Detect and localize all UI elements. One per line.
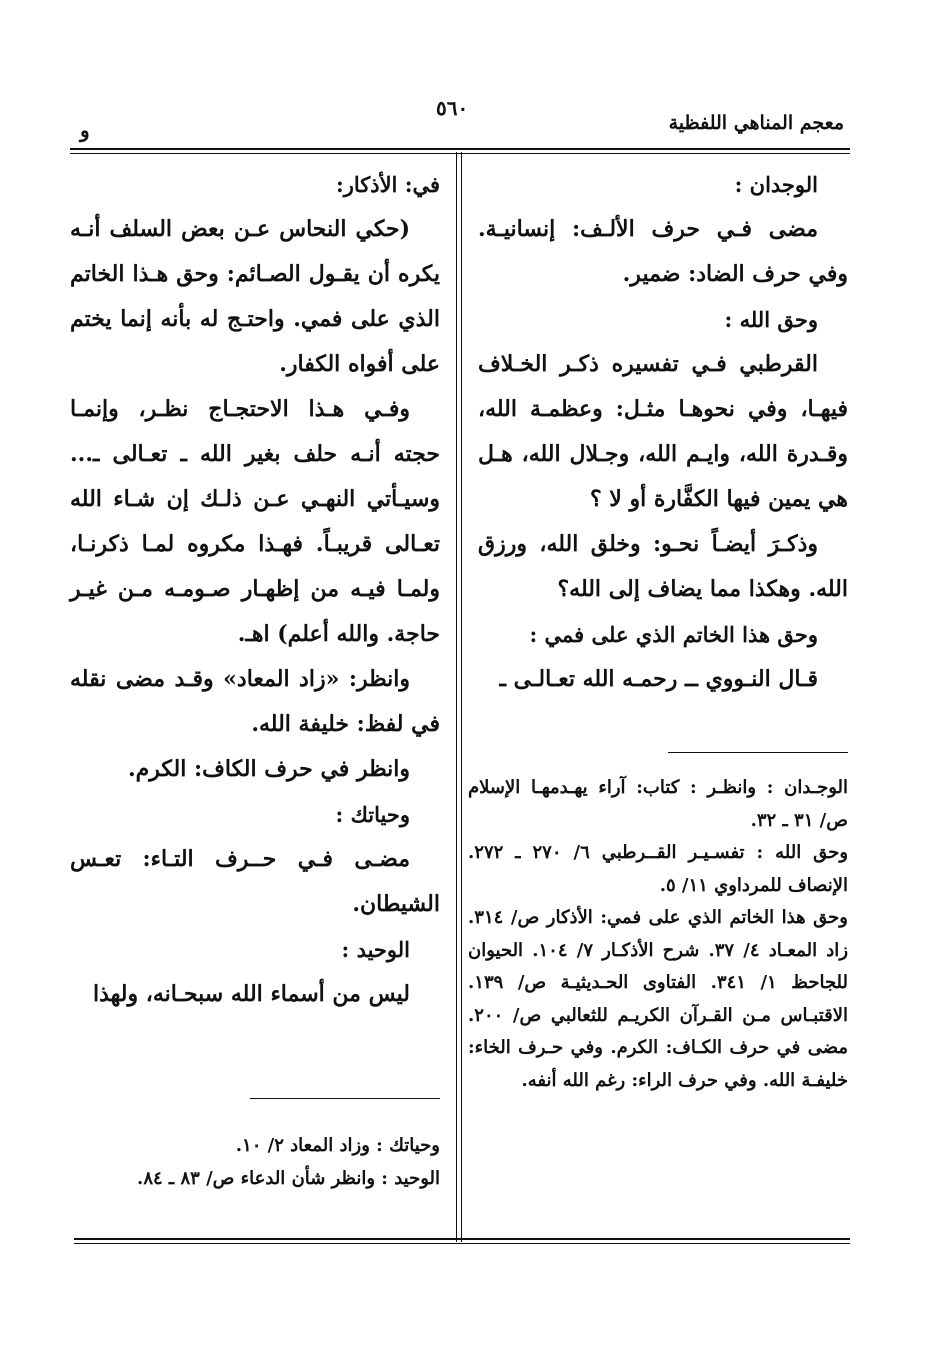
footnote: الوجـدان : وانظـر : كتاب: آراء يهـدمهـا الإسلام ص/ ٣١ ـ ٣٢. <box>468 777 848 831</box>
quotation: (حكي النحاس عـن بعض السلف أنـه يكره أن يقـول الصـائم: وحق هـذا الخاتم الذي على فمي. واحتـج له بأنه إنما يختم على أفواه الكفار. <box>70 216 440 377</box>
header-rule <box>70 148 850 150</box>
footnote-separator <box>250 1098 440 1099</box>
column-divider-thin <box>461 152 462 1242</box>
entry-text: وفـي هـذا الاحتجـاج نظـر، وإنمـا حجته أنـه حلف بغير الله ـ تعـالى ـ... وسيـأتي النهـي عـن ذلـك إن شـاء الله تعـالى قريبـاً. فهـذا مكروه لمـا ذكرنـا، ولمـا فيـه من إظهـار صـومـه مـن غيـر حاجة. والله أعلم) اهـ. <box>70 396 440 647</box>
entry-text: مضى فـي حرف الألـف: إنسانيـة. وفي حرف الضاد: ضمير. <box>478 216 848 287</box>
entry-text: قـال النـووي ــ رحمـه الله تعـالـى ـ <box>499 666 818 692</box>
header-rule-thin <box>70 153 850 154</box>
entry-heading: وحق الله : <box>724 307 818 332</box>
entry-text: وانظر في حرف الكاف: الكرم. <box>127 756 410 782</box>
left-footnotes <box>70 1130 440 1195</box>
running-title: معجم المناهي اللفظية <box>668 112 844 134</box>
entry-text: وانظر: «زاد المعاد» وقـد مضى نقله في لفظ: خليفة الله. <box>70 666 440 737</box>
entry-heading: الوجدان : <box>734 172 818 197</box>
entry-heading: الوحيد : <box>341 937 410 962</box>
footnote: وحياتك : وزاد المعاد ٢/ ١٠. <box>235 1135 440 1156</box>
page-number: ٥٦٠ <box>436 96 469 120</box>
section-letter: و <box>80 118 90 142</box>
entry-text: ليس من أسماء الله سبحـانه، ولهذا <box>93 981 410 1007</box>
footer-rule-thin <box>74 1243 850 1244</box>
footnote: وحق هذا الخاتم الذي على فمي: الأذكار ص/ ٣١٤. زاد المعـاد ٤/ ٣٧. شرح الأذكـار ٧/ ١٠٤. الحيوان للجاحظ ١/ ٣٤١. الفتاوى الحـديثيـة ص/ ١٣٩. الاقتبـاس مـن القـرآن الكريـم للثعالبي ص/ ٢٠٠. مضى في حرف الكـاف: الكرم. وفي حـرف الخاء: خليفـة الله. وفي حرف الراء: رغم الله أنفه. <box>468 907 849 1091</box>
entry-heading: وحياتك : <box>335 802 410 827</box>
right-footnotes <box>468 772 848 1097</box>
entry-text: القرطبي فـي تفسيره ذكـر الخـلاف فيهـا، وفي نحوهـا مثـل: وعظمـة الله، وقـدرة الله، وايـم الله، وجـلال الله، هـل هي يمين فيها الكفَّارة أو لا ؟ <box>478 351 848 512</box>
entry-text: مضـى فـي حــرف التـاء: تعـس الشيطان. <box>70 846 440 917</box>
entry-heading: وحق هذا الخاتم الذي على فمي : <box>529 622 818 647</box>
entry-text: في: الأذكار: <box>335 172 440 197</box>
footnote: وحق الله : تفسـيـر القــرطبي ٦/ ٢٧٠ ـ ٢٧٢. الإنصاف للمرداوي ١١/ ٥. <box>468 842 849 896</box>
footnote: الوحيد : وانظر شأن الدعاء ص/ ٨٣ ـ ٨٤. <box>137 1167 440 1189</box>
entry-text: وذكـرَ أيضـاً نحـو: وخلق الله، ورزق الله. وهكذا مما يضاف إلى الله؟ <box>478 531 848 602</box>
left-column <box>70 162 440 1017</box>
column-divider <box>456 152 457 1242</box>
right-column <box>478 162 848 702</box>
footer-rule <box>74 1238 850 1240</box>
footnote-separator <box>668 752 848 753</box>
